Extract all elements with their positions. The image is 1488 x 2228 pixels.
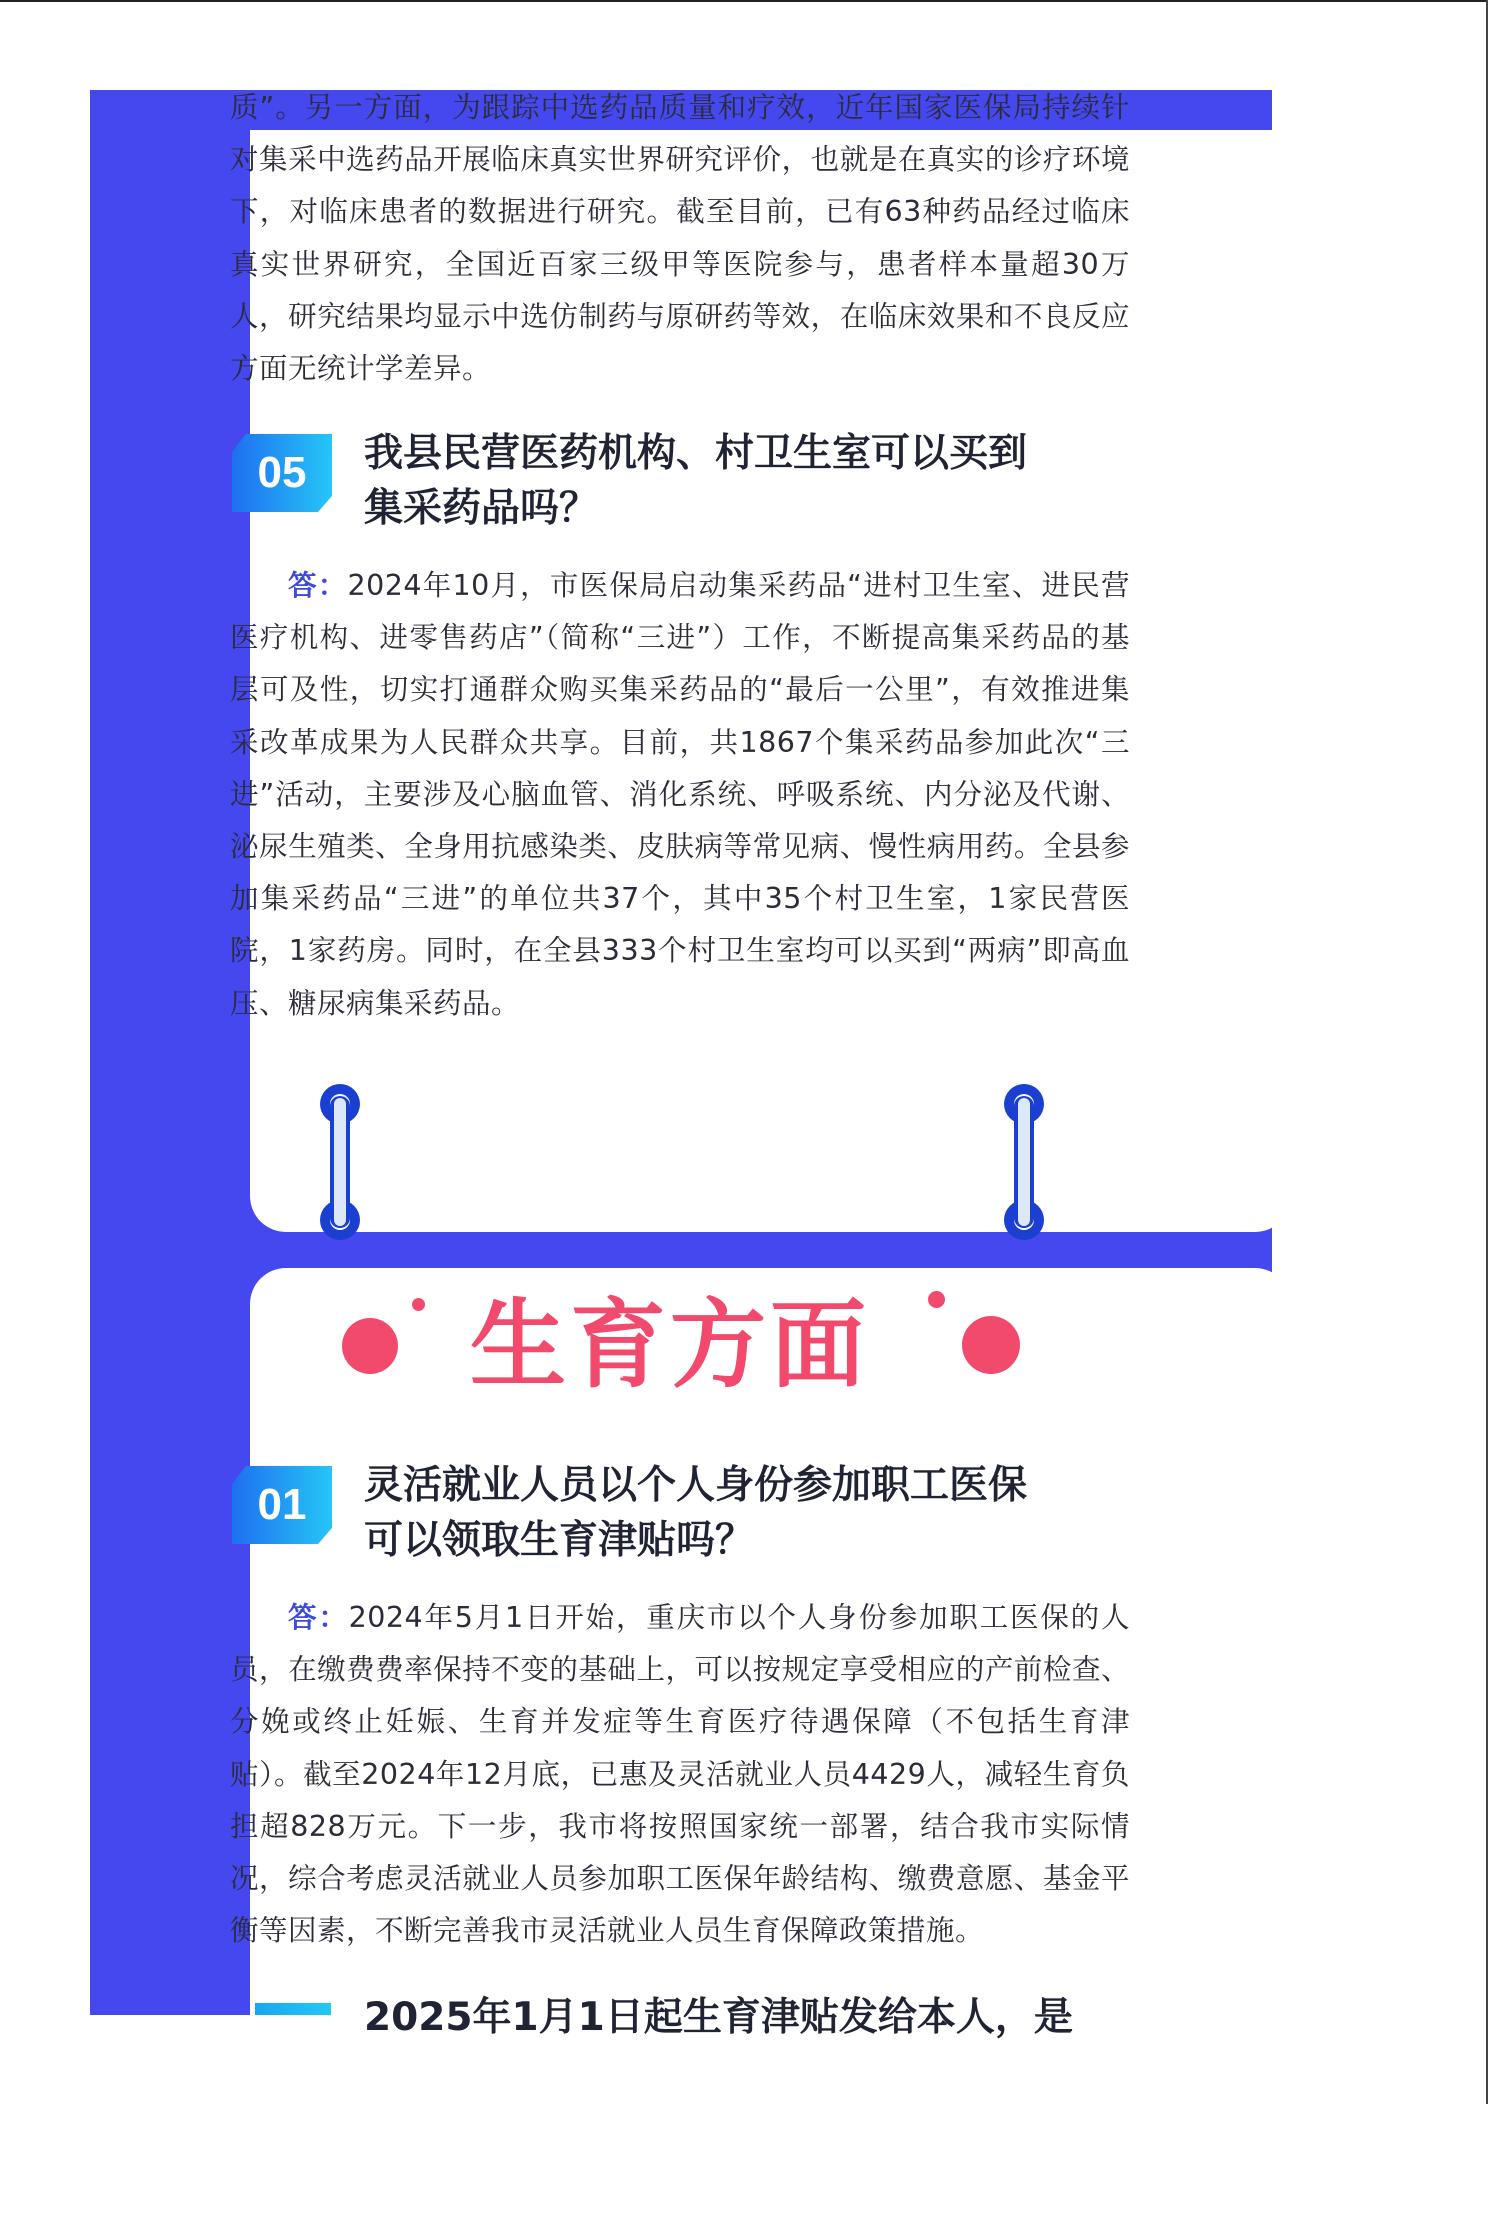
page-top-border	[0, 0, 1488, 2]
answer-paragraph	[230, 560, 1130, 1030]
question-title-line: 我县民营医药机构、村卫生室可以买到	[364, 431, 1028, 476]
question-title-line: 可以领取生育津贴吗？	[364, 1518, 755, 1563]
question-title-line: 灵活就业人员以个人身份参加职工医保	[364, 1463, 1028, 1508]
decor-dot-left-large	[342, 1318, 398, 1374]
question-title	[364, 426, 1154, 536]
binder-ring-right	[998, 1082, 1050, 1246]
decor-dot-right-small	[928, 1291, 945, 1308]
answer-text: 2024年5月1日开始，重庆市以个人身份参加职工医保的人员，在缴费费率保持不变的基础上，可以按规定享受相应的产前检查、分娩或终止妊娠、生育并发症等生育医疗待遇保障（不包括生育津贴）。截至2024年12月底，已惠及灵活就业人员4429人，减轻生育负担超828万元。下一步，我市将按照国家统一部署，结合我市实际情况，综合考虑灵活就业人员参加职工医保年龄结构、缴费意愿、基金平衡等因素，不断完善我市灵活就业人员生育保障政策措施。	[230, 1601, 1130, 1948]
answer-label: 答：	[288, 569, 348, 602]
answer-paragraph	[230, 1592, 1130, 1957]
section-title: 生育方面	[470, 1289, 870, 1401]
question-title-line: 集采药品吗？	[364, 486, 599, 531]
question-number-badge	[232, 1466, 332, 1544]
question-number: 05	[257, 448, 307, 497]
question-title	[364, 1458, 1154, 1568]
question-number-badge-partial	[255, 2003, 331, 2015]
question-title-partial	[364, 1990, 1154, 2015]
question-number-badge	[232, 434, 332, 512]
decor-dot-left-small	[412, 1298, 425, 1311]
decor-dot-right-large	[962, 1316, 1020, 1374]
intro-paragraph: 质”。另一方面，为跟踪中选药品质量和疗效，近年国家医保局持续针对集采中选药品开展临床真实世界研究评价，也就是在真实的诊疗环境下，对临床患者的数据进行研究。截至目前，已有63种药品经过临床真实世界研究，全国近百家三级甲等医院参与，患者样本量超30万人，研究结果均显示中选仿制药与原研药等效，在临床效果和不良反应方面无统计学差异。	[230, 91, 1130, 386]
binder-ring-left	[314, 1082, 366, 1246]
answer-label: 答：	[288, 1601, 349, 1634]
question-number: 01	[257, 1480, 307, 1529]
answer-text: 2024年10月，市医保局启动集采药品“进村卫生室、进民营医疗机构、进零售药店”（简称“三进”）工作，不断提高集采药品的基层可及性，切实打通群众购买集采药品的“最后一公里”，有效推进集采改革成果为人民群众共享。目前，共1867个集采药品参加此次“三进”活动，主要涉及心脑血管、消化系统、呼吸系统、内分泌及代谢、泌尿生殖类、全身用抗感染类、皮肤病等常见病、慢性病用药。全县参加集采药品“三进”的单位共37个，其中35个村卫生室，1家民营医院，1家药房。同时，在全县333个村卫生室均可以买到“两病”即高血压、糖尿病集采药品。	[230, 569, 1130, 1020]
